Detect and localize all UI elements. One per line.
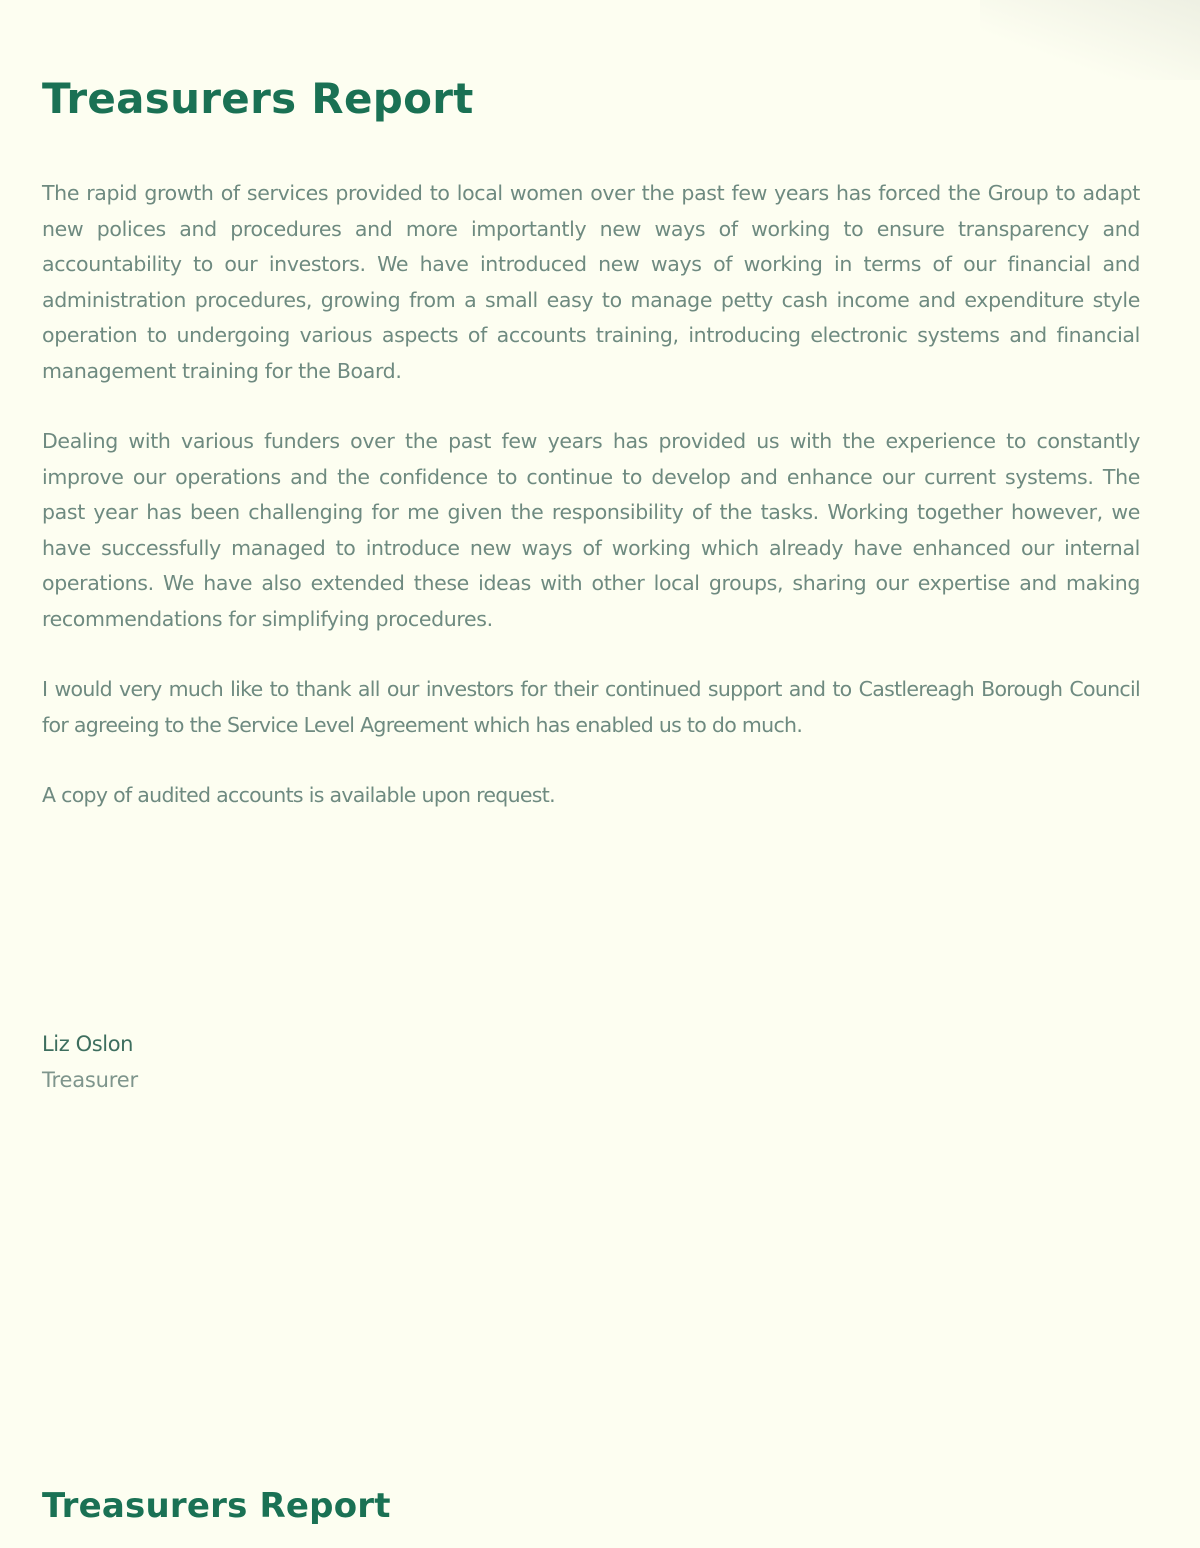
signatory-name: Liz Oslon — [42, 1032, 134, 1056]
paragraph-funders: Dealing with various funders over the past few years has provided us with the experience to constantly improve our operations and the confidence to continue to develop and enhance our current systems. The past year has been challenging for me given the responsibility of the tasks. Working together however, we have successfully managed to introduce new ways of working which already have enhanced our internal operations. We have also extended these ideas with other local groups, sharing our expertise and making recommendations for simplifying procedures. — [42, 429, 1140, 631]
paragraph-growth: The rapid growth of services provided to local women over the past few years has forced the Group to adapt new polices and procedures and more importantly new ways of working to ensure transparency and accountability to our investors. We have introduced new ways of working in terms of our financial and administration procedures, growing from a small easy to manage petty cash income and expenditure style operation to undergoing various aspects of accounts training, introducing electronic systems and financial management training for the Board. — [42, 181, 1140, 383]
paragraph-thanks: I would very much like to thank all our investors for their continued support and to Castlereagh Borough Council for agreeing to the Service Level Agreement which has enabled us to do much. — [42, 677, 1140, 737]
page-corner-shadow — [980, 0, 1200, 80]
paragraph-accounts: A copy of audited accounts is available upon request. — [42, 783, 555, 807]
page-title: Treasurers Report — [42, 74, 474, 123]
signature-block — [42, 1026, 138, 1098]
footer-title: Treasurers Report — [42, 1486, 391, 1526]
report-body — [42, 176, 1140, 849]
signatory-role: Treasurer — [42, 1068, 138, 1092]
